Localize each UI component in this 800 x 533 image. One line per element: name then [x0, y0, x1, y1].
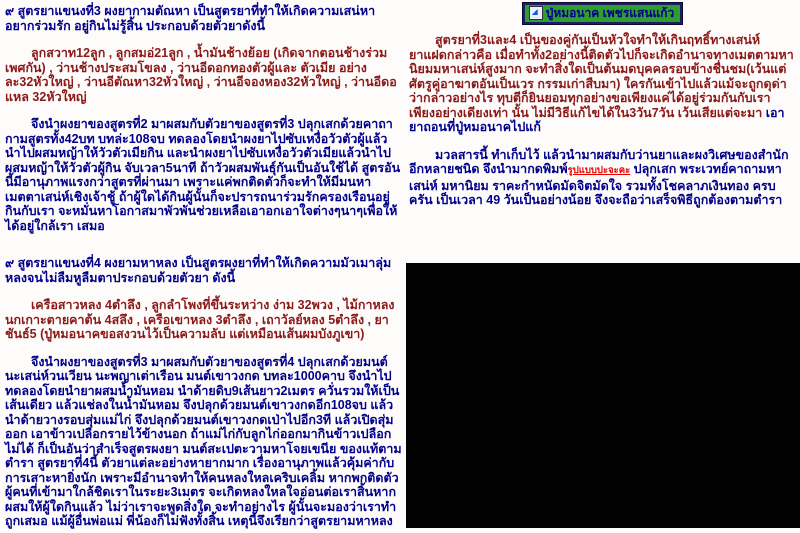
combined-formula-text: สูตรยาที่3และ4 เป็นของคู่กันเป็นหัวใจทำให้เกินฤทธิ์ทางเสน่ห์ยาแฝดกล่าวคือ เมื่อทำทั้ง2อย่างนี้ติดตัวไปก็จะเกิดอำนาจทางเมตตามหานิยมมหาเสน่ห์สูงมาก จะทำสิ่งใดเป็นต้นมดบุคคลรอบข้างชื่นชม(เว้นแต่ศัตรูคู่อาฆาตอันเป็นเวร กรรมเก่าสืบมา) ใครกันเข้าไปแล้วแม้จะถูกดุด่าว่ากล่าวอย่างไร ทุบตีก็ยินยอมทุกอย่างขอเพียงแค่ได้อยู่ร่วมกันกับเราเพียงอย่างเดียงเท่า นั้น ไม่มีวิธีแก้ไขได้ใน3วัน7วัน เว้นเสียแต่จะมา	[409, 33, 794, 120]
section4-ingredients: เครือสาวหลง 4ตำลึง , ลูกลำโพงที่ขึ้นระหว่าง ง่าม 32พวง , ไม้กาหลงนกเกาะตายคาต้น 4สลึง , เครือเขาหลง 3ตำลึง , เถาวัลย์หลง 5ตำลึง , ยาชันธ์5 (ปู่หมอนาคขอสงวนไว้เป็นความลับ แต่เหมือนเส้นผมบังภูเขา)	[5, 298, 395, 341]
dark-photo-block	[406, 263, 800, 528]
pumonak-badge[interactable]	[523, 3, 683, 24]
section3-ingredients: ลูกสวาท12ลูก , ลูกสมอ่21ลูก , น้ำมันช้างย้อย (เกิดจากตอนช้างร่วมเพศกัน) , ว่านช้างประสมโขลง , ว่านอีดอกทองตัวผู้และ ตัวเมีย อย่างละ32หัวใหญ่ , ว่านอีตัณหา32หัวใหญ่ , ว่านอีจองหอง32หัวใหญ่ , ว่านอีดอแหล 32หัวใหญ่	[5, 46, 397, 104]
mass-material-text-before: มวลสารนี้ ทำเก็บไว้ แล้วนำมาผสมกับว่านยาและผงวิเศษของสำนักอีกหลายชนิด จึงนำมากดพิมพ์	[409, 147, 789, 176]
badge-row	[409, 3, 796, 24]
badge-label: ปู่หมอนาค เพชรแสนแก้ว	[545, 6, 675, 20]
mass-material-text-after: ปลุกเสก พระเวทย์คาถามหาเสน่ห์ มหานิยม ราคะกำหนัดมัดจิตมัดใจ รวมทั้งโชคลาภเงินทอง ครบครัน เป็นเวลา 49 วันเป็นอย่างน้อย จึงจะถือว่าเสร็จพิธีถูกต้องตามตำรา	[409, 162, 783, 207]
section3-header: ๙ สูตรยาแขนงที่3 ผงยากามตัณหา เป็นสูตรยาที่ทำให้เกิดความเสน่หาอยากร่วมรัก อยู่กินไม่รู้สิ้น ประกอบด้วยตัวยาดังนี้	[5, 4, 376, 33]
mass-material-paragraph	[409, 148, 796, 208]
right-column	[409, 2, 796, 221]
document-icon	[529, 6, 543, 20]
antidote-note-text: เอายาถอนที่ปู่หมอนาคไปแก้	[409, 105, 785, 134]
combined-formula-paragraph	[409, 33, 796, 135]
section4-header: ๙ สูตรยาแขนงที่4 ผงยามหาหลง เป็นสูตรผงยาที่ทำให้เกิดความมัวเมาลุ่มหลงจนไม่ลืมหูลืมตาประกอบด้วยตัวยา ดังนี้	[5, 256, 392, 285]
pattern-link[interactable]: รูปแบบปะจะคะ	[567, 165, 631, 176]
left-column	[5, 4, 402, 533]
section4-body: จึงนำผงยาของสูตรที่3 มาผสมกับตัวยาของสูตรที่4 ปลุกเสกด้วยมนต์นะเสน่ห์วนเวียน นะพญาเต่าเรือน มนต์เขาวงกด บทละ1000คาบ จึงนำไปทดลองโดยนำยาผสมน้ำมันหอม นำด้ายดิบ9เส้นยาว2เมตร ควั่นรวมให้เป็นเส้นเดียว แล้วแช่ลงในน้ำมันหอม จึงปลุกด้วยมนต์เขาวงกดอีก108จบ แล้วนำด้ายวางรอบสุ่มแม่ไก่ จึงปลุกด้วยมนต์เขาวงกดเป่าไปอีก3ที แล้วเปิดสุ่มออก เอาข้าวเปลือกรายไว้ข้างนอก ถ้าแม่ไก่กับลูกไก่ออกมากินข้าวเปลือกไม่ได้ ก็เป็นอันว่าสำเร็จสูตรผงยา มนต์สะเปตะวามหาโจยเขนีย ของแท้ตามตำรา สูตรยาที่4นี้ ตัวยาแต่ละอย่างหายากมาก เรื่องอานุภาพแล้วคุ้มค่ากับการเสาะหายิ่งนัก เพราะมีอำนาจทำให้คนหลงใหลเคริบเคลิ้ม หากพกติดตัว ผู้คนที่เข้ามาใกล้ชิดเราในระยะ3เมตร จะเกิดหลงใหลใจอ่อนต่อเราสิ้นหากผสมให้ผู้ใดกินแล้ว ไม่ว่าเราจะพูดสิ่งใด จะทำอย่างไร ผู้นั้นจะมองว่าเราทำถูกเสมอ แม้ผู้อื่นพ่อแม่ พี่น้องก็ไม่ฟังทั้งสิ้น เหตุนี้จึงเรียกว่าสูตรยามหาหลง	[5, 354, 402, 528]
section3-body: จึงนำผงยาของสูตรที่2 มาผสมกับตัวยาของสูตรที่3 ปลุกเสกด้วยคาถากามสูตรทั้ง42บท บทล่ะ108จบ ทดลองโดยนำผงยาไปซับเหงื่อวัวตัวผู้แล้วนำไปผสมหญ้าให้วัวตัวเมียกิน และนำผงยาไปซับเหงื่อวัวตัวเมียแล้วนำไปผสมหญ้าให้วัวตัวผู้กิน จับเวลา5นาที ถ้าวัวผสมพันธุ์กันเป็นอันใช้ได้ สูตรอันนี้มีอานุภาพแรงกว่าสูตรที่ผ่านมา เพราะแค่พกติดตัวก็จะทำให้มีมนหา เมตตาเสน่ห์เชิงเจ้าชู้ ถ้าผู้ใดได้กินผู้นั้นก็จะปรารถนาร่วมรักครองเรือนอยู่กินกับเรา จะหมั่นหาโอกาสมาพัวพันช่วยเหลือเอาอกเอาใจต่างๆนาๆเพื่อให้ได้อยู่ใกล้เรา เสมอ	[5, 117, 401, 233]
